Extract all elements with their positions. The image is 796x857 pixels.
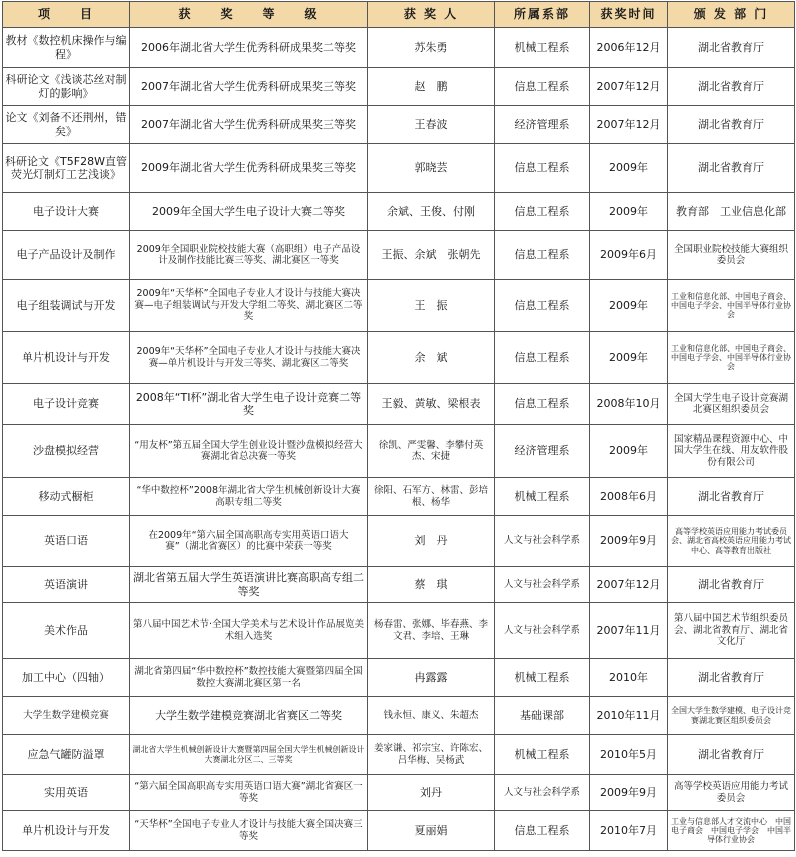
cell-dept: 信息工程系	[495, 280, 590, 332]
cell-dept: 信息工程系	[495, 193, 590, 231]
cell-project: 科研论文《浅谈芯丝对制灯的影响》	[3, 68, 130, 106]
cell-issuer: 全国大学生电子设计竞赛湖北赛区组织委员会	[668, 384, 795, 425]
header-winner: 获 奖 人	[368, 2, 495, 28]
table-row	[3, 516, 795, 567]
cell-winner: 蔡 琪	[368, 567, 495, 603]
header-project: 项 目	[3, 2, 130, 28]
cell-issuer: 高等学校英语应用能力考试委员会、湖北省高校英语应用能力考试中心、高等教育出版社	[668, 516, 795, 567]
cell-date: 2009年	[590, 144, 668, 193]
cell-issuer: 湖北省教育厅	[668, 106, 795, 144]
cell-project: 沙盘模拟经营	[3, 425, 130, 478]
cell-dept: 经济管理系	[495, 106, 590, 144]
cell-issuer: 工业与信息部人才交流中心 中国电子商会 中国电子学会 中国半导体行业协会	[668, 811, 795, 851]
cell-date: 2010年7月	[590, 811, 668, 851]
cell-winner: 余 斌	[368, 332, 495, 384]
cell-issuer: 湖北省教育厅	[668, 735, 795, 775]
cell-dept: 信息工程系	[495, 332, 590, 384]
cell-issuer: 湖北省教育厅	[668, 567, 795, 603]
table-row	[3, 332, 795, 384]
cell-dept: 人文与社会科学系	[495, 603, 590, 659]
cell-award: 2009年全国大学生电子设计大赛二等奖	[130, 193, 368, 231]
cell-issuer: 湖北省教育厅	[668, 28, 795, 68]
cell-award: “华中数控杯”2008年湖北省大学生机械创新设计大赛高职专组二等奖	[130, 478, 368, 516]
cell-issuer: 高等学校英语应用能力考试委员会	[668, 775, 795, 811]
cell-project: 电子设计大赛	[3, 193, 130, 231]
header-award: 获 奖 等 级	[130, 2, 368, 28]
cell-project: 电子产品设计及制作	[3, 231, 130, 280]
cell-date: 2010年11月	[590, 697, 668, 735]
cell-winner: 王毅、黄敏、梁根表	[368, 384, 495, 425]
cell-date: 2009年9月	[590, 516, 668, 567]
cell-project: 教材《数控机床操作与编程》	[3, 28, 130, 68]
cell-winner: 杨春雷、张娜、毕春燕、李文君、李培、王琳	[368, 603, 495, 659]
cell-date: 2009年	[590, 425, 668, 478]
cell-dept: 信息工程系	[495, 144, 590, 193]
cell-winner: 王春波	[368, 106, 495, 144]
table-row	[3, 68, 795, 106]
cell-winner: 王振、余斌 张朝先	[368, 231, 495, 280]
cell-award: 2009年“天华杯”全国电子专业人才设计与技能大赛决赛—单片机设计与开发三等奖、湖北赛区二等奖	[130, 332, 368, 384]
cell-winner: 钱永恒、康义、朱超杰	[368, 697, 495, 735]
table-row	[3, 231, 795, 280]
cell-winner: 刘 丹	[368, 516, 495, 567]
header-dept: 所属系部	[495, 2, 590, 28]
cell-issuer: 国家精品课程资源中心、中国大学生在线、用友软件股份有限公司	[668, 425, 795, 478]
cell-dept: 经济管理系	[495, 425, 590, 478]
cell-award: “用友杯”第五届全国大学生创业设计暨沙盘模拟经营大赛湖北省总决赛一等奖	[130, 425, 368, 478]
cell-dept: 机械工程系	[495, 478, 590, 516]
cell-award: 湖北省大学生机械创新设计大赛暨第四届全国大学生机械创新设计大赛湖北分区二、三等奖	[130, 735, 368, 775]
cell-winner: 冉露露	[368, 659, 495, 697]
cell-issuer: 湖北省教育厅	[668, 478, 795, 516]
cell-winner: 赵 鹏	[368, 68, 495, 106]
cell-project: 单片机设计与开发	[3, 811, 130, 851]
cell-project: 加工中心（四轴）	[3, 659, 130, 697]
cell-date: 2006年12月	[590, 28, 668, 68]
table-row	[3, 775, 795, 811]
cell-project: 英语口语	[3, 516, 130, 567]
cell-project: 美术作品	[3, 603, 130, 659]
cell-project: 移动式橱柜	[3, 478, 130, 516]
cell-award: “天华杯”全国电子专业人才设计与技能大赛全国决赛三等奖	[130, 811, 368, 851]
cell-winner: 王 振	[368, 280, 495, 332]
cell-project: 单片机设计与开发	[3, 332, 130, 384]
cell-date: 2010年	[590, 659, 668, 697]
cell-date: 2008年10月	[590, 384, 668, 425]
cell-project: 科研论文《T5F28W直管荧光灯制灯工艺浅谈》	[3, 144, 130, 193]
cell-winner: 刘丹	[368, 775, 495, 811]
cell-award: 2006年湖北省大学生优秀科研成果奖二等奖	[130, 28, 368, 68]
cell-dept: 人文与社会科学系	[495, 567, 590, 603]
cell-dept: 基础课部	[495, 697, 590, 735]
cell-winner: 徐凯、严雯馨、李攀付英杰、宋捷	[368, 425, 495, 478]
table-row	[3, 280, 795, 332]
table-row	[3, 567, 795, 603]
cell-project: 英语演讲	[3, 567, 130, 603]
cell-issuer: 全国职业院校技能大赛组织委员会	[668, 231, 795, 280]
cell-dept: 信息工程系	[495, 384, 590, 425]
cell-date: 2007年12月	[590, 106, 668, 144]
cell-winner: 余斌、王俊、付刚	[368, 193, 495, 231]
table-row	[3, 735, 795, 775]
cell-date: 2009年6月	[590, 231, 668, 280]
cell-project: 电子组装调试与开发	[3, 280, 130, 332]
cell-dept: 机械工程系	[495, 735, 590, 775]
cell-dept: 机械工程系	[495, 28, 590, 68]
cell-project: 大学生数学建模竞赛	[3, 697, 130, 735]
cell-award: 在2009年“第六届全国高职高专实用英语口语大赛”（湖北省赛区）的比赛中荣获一等奖	[130, 516, 368, 567]
table-row	[3, 425, 795, 478]
table-row	[3, 28, 795, 68]
cell-award: 2009年“天华杯”全国电子专业人才设计与技能大赛决赛—电子组装调试与开发大学组二等奖、湖北赛区二等奖	[130, 280, 368, 332]
cell-winner: 姜家谦、祁宗宝、许陈宏、吕华梅、吴杨武	[368, 735, 495, 775]
cell-dept: 人文与社会科学系	[495, 775, 590, 811]
cell-award: 大学生数学建模竞赛湖北省赛区二等奖	[130, 697, 368, 735]
cell-project: 应急气罐防溢罩	[3, 735, 130, 775]
cell-date: 2010年5月	[590, 735, 668, 775]
cell-date: 2007年11月	[590, 603, 668, 659]
cell-dept: 信息工程系	[495, 231, 590, 280]
cell-project: 电子设计竞赛	[3, 384, 130, 425]
cell-dept: 信息工程系	[495, 811, 590, 851]
header-row	[3, 2, 795, 28]
cell-award: 湖北省第四届“华中数控杯”数控技能大赛暨第四届全国数控大赛湖北赛区第一名	[130, 659, 368, 697]
table-row	[3, 478, 795, 516]
cell-date: 2007年12月	[590, 68, 668, 106]
cell-project: 论文《刘备不还荆州，错矣》	[3, 106, 130, 144]
cell-dept: 机械工程系	[495, 659, 590, 697]
cell-award: 2007年湖北省大学生优秀科研成果奖三等奖	[130, 68, 368, 106]
cell-date: 2009年	[590, 280, 668, 332]
cell-issuer: 工业和信息化部、中国电子商会、中国电子学会、中国半导体行业协会	[668, 280, 795, 332]
awards-table	[2, 1, 795, 851]
cell-issuer: 工业和信息化部、中国电子商会、中国电子学会、中国半导体行业协会	[668, 332, 795, 384]
cell-date: 2009年	[590, 332, 668, 384]
table-row	[3, 659, 795, 697]
cell-date: 2009年9月	[590, 775, 668, 811]
header-date: 获奖时间	[590, 2, 668, 28]
cell-issuer: 湖北省教育厅	[668, 68, 795, 106]
cell-issuer: 第八届中国艺术节组织委员会、湖北省教育厅、湖北省文化厅	[668, 603, 795, 659]
cell-dept: 人文与社会科学系	[495, 516, 590, 567]
cell-winner: 苏朱勇	[368, 28, 495, 68]
cell-award: 2007年湖北省大学生优秀科研成果奖三等奖	[130, 106, 368, 144]
cell-award: 2008年“TI杯”湖北省大学生电子设计竞赛二等奖	[130, 384, 368, 425]
table-row	[3, 193, 795, 231]
cell-date: 2008年6月	[590, 478, 668, 516]
cell-issuer: 湖北省教育厅	[668, 144, 795, 193]
cell-issuer: 全国大学生数学建模、电子设计竞赛湖北赛区组织委员会	[668, 697, 795, 735]
cell-issuer: 湖北省教育厅	[668, 659, 795, 697]
cell-date: 2007年12月	[590, 567, 668, 603]
cell-award: 第八届中国艺术节·全国大学美术与艺术设计作品展览美术组入选奖	[130, 603, 368, 659]
cell-project: 实用英语	[3, 775, 130, 811]
table-row	[3, 144, 795, 193]
cell-issuer: 教育部 工业信息化部	[668, 193, 795, 231]
cell-winner: 夏丽娟	[368, 811, 495, 851]
cell-dept: 信息工程系	[495, 68, 590, 106]
cell-winner: 郭晓芸	[368, 144, 495, 193]
cell-award: 湖北省第五届大学生英语演讲比赛高职高专组二等奖	[130, 567, 368, 603]
table-row	[3, 697, 795, 735]
cell-award: 2009年全国职业院校技能大赛（高职组）电子产品设计及制作技能比赛三等奖、湖北赛区一等奖	[130, 231, 368, 280]
table-row	[3, 811, 795, 851]
table-row	[3, 603, 795, 659]
cell-award: “第六届全国高职高专实用英语口语大赛”湖北省赛区一等奖	[130, 775, 368, 811]
cell-award: 2009年湖北省大学生优秀科研成果奖三等奖	[130, 144, 368, 193]
cell-winner: 徐阳、石军方、林雷、彭培根、杨华	[368, 478, 495, 516]
table-row	[3, 106, 795, 144]
header-issuer: 颁 发 部 门	[668, 2, 795, 28]
table-row	[3, 384, 795, 425]
cell-date: 2009年	[590, 193, 668, 231]
